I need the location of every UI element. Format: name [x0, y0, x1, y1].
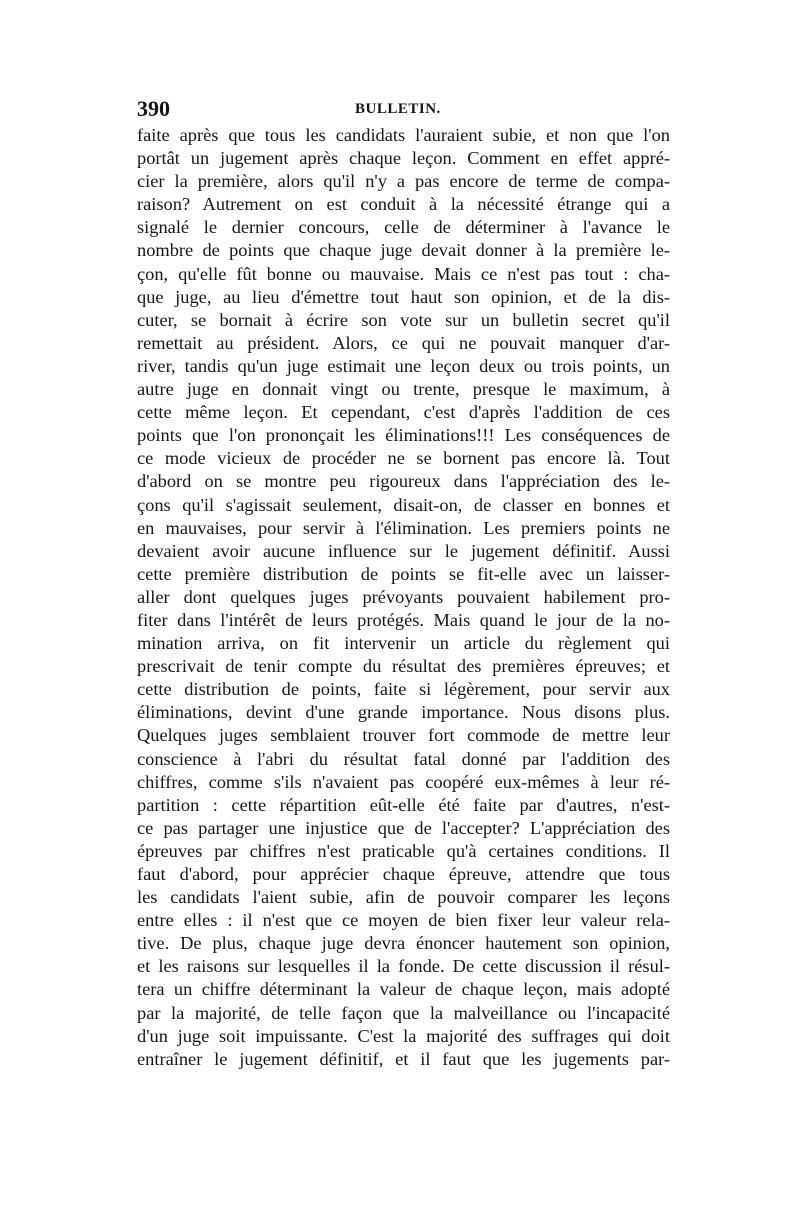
text-line: entre elles : il n'est que ce moyen de bien fixer leur valeur rela-: [137, 910, 670, 931]
text-line: tera un chiffre déterminant la valeur de chaque leçon, mais adopté: [137, 979, 670, 1000]
text-line: faut d'abord, pour apprécier chaque épreuve, attendre que tous: [137, 864, 670, 884]
text-line: partition : cette répartition eût-elle été faite par d'autres, n'est-: [137, 794, 670, 815]
text-line: autre juge en donnait vingt ou trente, presque le maximum, à: [137, 379, 670, 400]
text-line: entraîner le jugement définitif, et il faut que les jugements par-: [137, 1048, 670, 1069]
text-line: cette même leçon. Et cependant, c'est d'après l'addition de ces: [137, 402, 670, 423]
text-line: points que l'on prononçait les éliminations!!! Les conséquences de: [137, 425, 670, 446]
text-line: cuter, se bornait à écrire son vote sur un bulletin secret qu'il: [137, 309, 670, 330]
text-line: cier la première, alors qu'il n'y a pas encore de terme de compa-: [137, 171, 670, 192]
text-line: les candidats l'aient subie, afin de pouvoir comparer les leçons: [137, 887, 670, 908]
text-line: cette distribution de points, faite si légèrement, pour servir aux: [137, 679, 670, 700]
text-line: conscience à l'abri du résultat fatal donné par l'addition des: [137, 748, 670, 769]
text-line: et les raisons sur lesquelles il la fonde. De cette discussion il résul-: [137, 956, 670, 977]
text-line: çon, qu'elle fût bonne ou mauvaise. Mais ce n'est pas tout : cha-: [137, 263, 670, 284]
text-line: que juge, au lieu d'émettre tout haut son opinion, et de la dis-: [137, 286, 670, 307]
running-head: BULLETIN.: [355, 101, 441, 117]
text-line: çons qu'il s'agissait seulement, disait-on, de classer en bonnes et: [137, 494, 670, 515]
text-line: nombre de points que chaque juge devait donner à la première le-: [137, 240, 670, 261]
page-number: 390: [137, 96, 170, 121]
text-line: mination arriva, on fit intervenir un article du règlement qui: [137, 633, 670, 654]
text-line: par la majorité, de telle façon que la malveillance ou l'incapacité: [137, 1002, 670, 1023]
text-line: éliminations, devint d'une grande importance. Nous disons plus.: [137, 702, 670, 723]
text-line: cette première distribution de points se fit-elle avec un laisser-: [137, 563, 670, 584]
text-line: ce pas partager une injustice que de l'accepter? L'appréciation des: [137, 817, 670, 838]
text-line: prescrivait de tenir compte du résultat des premières épreuves; et: [137, 656, 670, 677]
text-line: river, tandis qu'un juge estimait une leçon deux ou trois points, un: [137, 355, 670, 376]
text-line: épreuves par chiffres n'est praticable qu'à certaines conditions. Il: [137, 840, 670, 861]
text-line: d'un juge soit impuissante. C'est la majorité des suffrages qui doit: [137, 1025, 670, 1046]
body-text: [137, 124, 670, 1071]
text-line: raison? Autrement on est conduit à la nécessité étrange qui a: [137, 194, 670, 215]
text-line: aller dont quelques juges prévoyants pouvaient habilement pro-: [137, 586, 670, 607]
text-line: Quelques juges semblaient trouver fort commode de mettre leur: [137, 725, 670, 746]
text-line: remettait au président. Alors, ce qui ne pouvait manquer d'ar-: [137, 332, 670, 353]
text-line: chiffres, comme s'ils n'avaient pas coopéré eux-mêmes à leur ré-: [137, 771, 670, 792]
text-line: devaient avoir aucune influence sur le jugement définitif. Aussi: [137, 540, 670, 561]
text-line: fiter dans l'intérêt de leurs protégés. Mais quand le jour de la no-: [137, 609, 670, 630]
text-line: tive. De plus, chaque juge devra énoncer hautement son opinion,: [137, 933, 670, 954]
text-line: portât un jugement après chaque leçon. Comment en effet appré-: [137, 148, 670, 169]
text-line: faite après que tous les candidats l'auraient subie, et non que l'on: [137, 125, 670, 145]
text-line: signalé le dernier concours, celle de déterminer à l'avance le: [137, 217, 670, 238]
text-line: en mauvaises, pour servir à l'élimination. Les premiers points ne: [137, 517, 670, 538]
text-line: d'abord on se montre peu rigoureux dans l'appréciation des le-: [137, 471, 670, 492]
page-header: [137, 96, 670, 122]
text-line: ce mode vicieux de procéder ne se bornent pas encore là. Tout: [137, 448, 670, 469]
